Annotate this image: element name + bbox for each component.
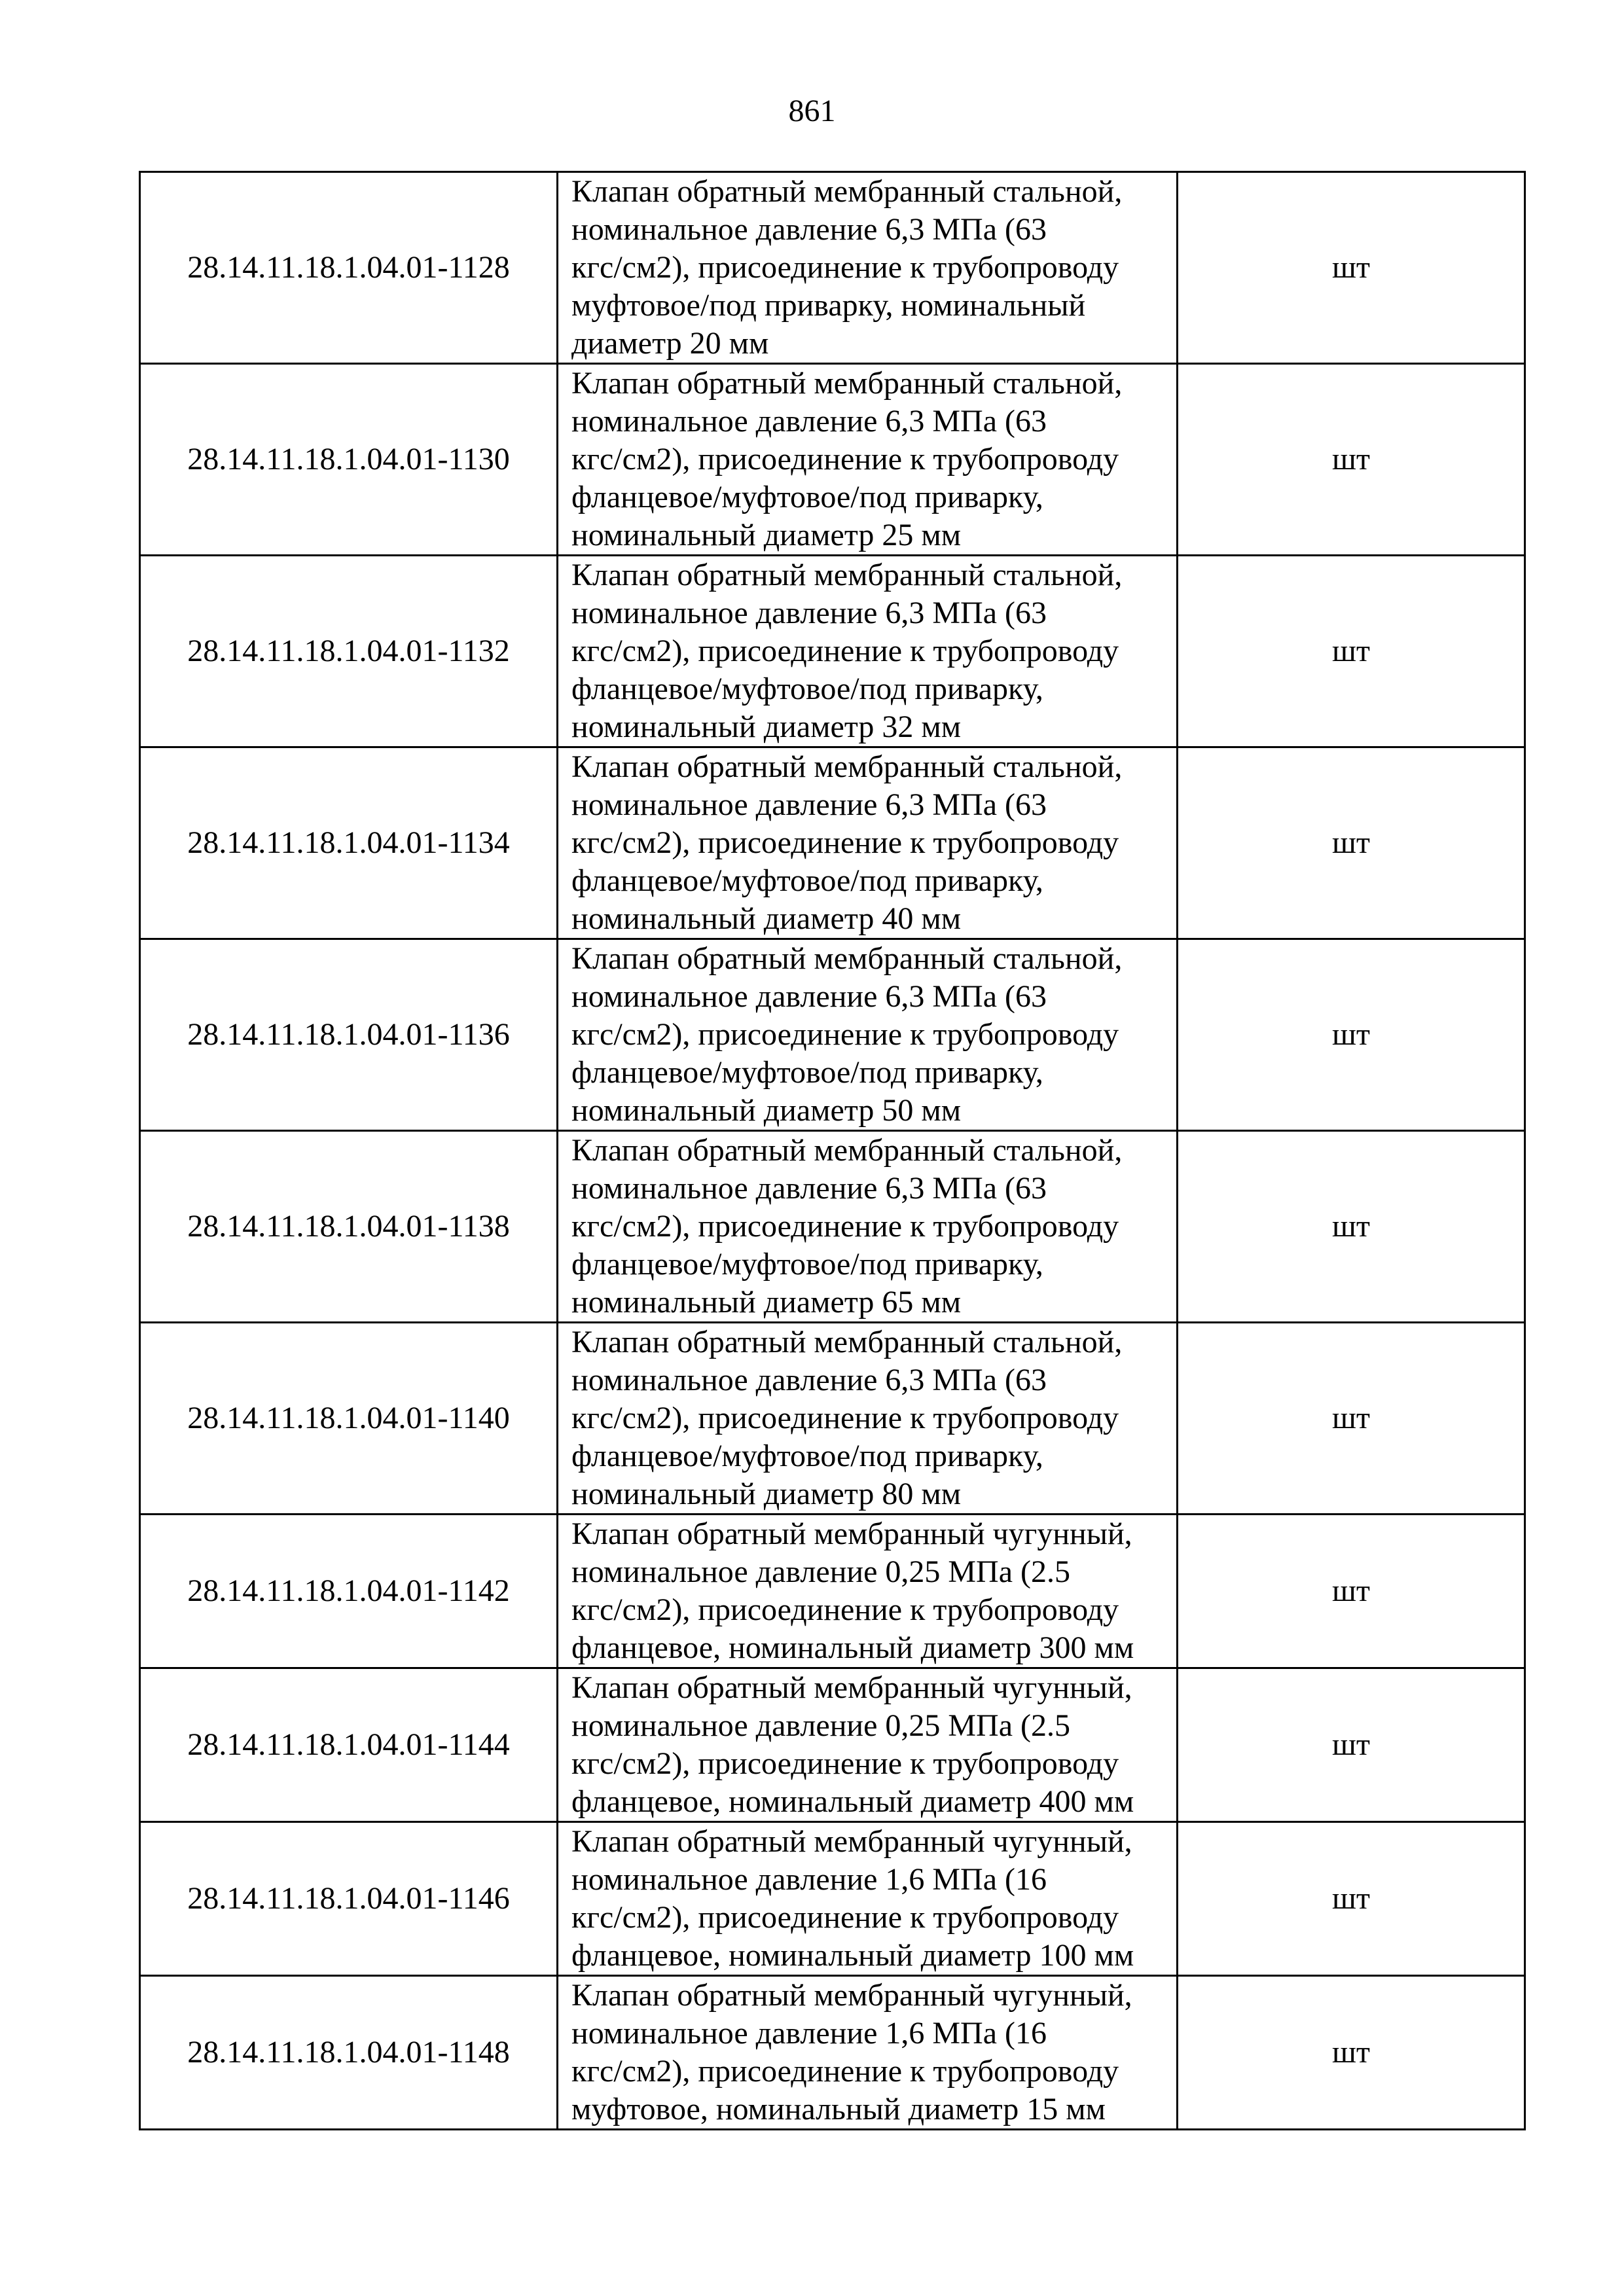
table-row (140, 1131, 1525, 1323)
description-line: кгс/см2), присоединение к трубопроводу (571, 1746, 1119, 1781)
table-row (140, 747, 1525, 939)
description-line: диаметр 20 мм (571, 326, 769, 361)
description-line: номинальное давление 1,6 МПа (16 (571, 1862, 1047, 1897)
table-row (140, 1822, 1525, 1976)
description-line: кгс/см2), присоединение к трубопроводу (571, 825, 1119, 860)
code-cell: 28.14.11.18.1.04.01-1138 (140, 1131, 558, 1323)
description-line: фланцевое/муфтовое/под приварку, (571, 480, 1043, 514)
description-line: Клапан обратный мембранный чугунный, (571, 1978, 1132, 2013)
description-line: фланцевое, номинальный диаметр 100 мм (571, 1938, 1134, 1973)
unit-cell: шт (1178, 1131, 1525, 1323)
code-cell: 28.14.11.18.1.04.01-1148 (140, 1976, 558, 2130)
description-line: муфтовое, номинальный диаметр 15 мм (571, 2092, 1106, 2126)
description-line: номинальное давление 6,3 МПа (63 (571, 404, 1047, 439)
code-cell: 28.14.11.18.1.04.01-1130 (140, 364, 558, 556)
table-row (140, 1976, 1525, 2130)
description-line: Клапан обратный мембранный стальной, (571, 558, 1123, 592)
description-line: кгс/см2), присоединение к трубопроводу (571, 250, 1119, 285)
table-row (140, 1323, 1525, 1515)
specification-table (139, 171, 1526, 2130)
table-row (140, 556, 1525, 747)
page-number: 861 (788, 94, 836, 128)
description-line: фланцевое/муфтовое/под приварку, (571, 1055, 1043, 1090)
table-row (140, 1515, 1525, 1668)
description-cell (558, 1131, 1178, 1323)
description-cell (558, 747, 1178, 939)
description-line: фланцевое/муфтовое/под приварку, (571, 1247, 1043, 1282)
description-line: кгс/см2), присоединение к трубопроводу (571, 634, 1119, 668)
description-line: номинальный диаметр 32 мм (571, 709, 962, 744)
code-cell: 28.14.11.18.1.04.01-1128 (140, 172, 558, 364)
description-line: номинальное давление 1,6 МПа (16 (571, 2016, 1047, 2051)
description-line: номинальный диаметр 50 мм (571, 1093, 962, 1128)
description-line: кгс/см2), присоединение к трубопроводу (571, 1900, 1119, 1935)
description-line: фланцевое, номинальный диаметр 400 мм (571, 1784, 1134, 1819)
unit-cell: шт (1178, 939, 1525, 1131)
description-line: кгс/см2), присоединение к трубопроводу (571, 1401, 1119, 1435)
code-cell: 28.14.11.18.1.04.01-1144 (140, 1668, 558, 1822)
description-line: Клапан обратный мембранный чугунный, (571, 1824, 1132, 1859)
description-cell (558, 1668, 1178, 1822)
table-body (140, 172, 1525, 2130)
code-cell: 28.14.11.18.1.04.01-1142 (140, 1515, 558, 1668)
unit-cell: шт (1178, 1323, 1525, 1515)
description-line: номинальное давление 0,25 МПа (2.5 (571, 1554, 1070, 1589)
description-line: Клапан обратный мембранный чугунный, (571, 1670, 1132, 1705)
description-line: кгс/см2), присоединение к трубопроводу (571, 1209, 1119, 1244)
description-cell (558, 1323, 1178, 1515)
description-line: Клапан обратный мембранный чугунный, (571, 1516, 1132, 1551)
description-line: номинальный диаметр 25 мм (571, 518, 962, 552)
description-cell (558, 556, 1178, 747)
description-line: номинальное давление 0,25 МПа (2.5 (571, 1708, 1070, 1743)
description-line: Клапан обратный мембранный стальной, (571, 1325, 1123, 1359)
description-line: фланцевое/муфтовое/под приварку, (571, 863, 1043, 898)
description-line: муфтовое/под приварку, номинальный (571, 288, 1086, 323)
code-cell: 28.14.11.18.1.04.01-1132 (140, 556, 558, 747)
description-line: фланцевое, номинальный диаметр 300 мм (571, 1630, 1134, 1665)
code-cell: 28.14.11.18.1.04.01-1134 (140, 747, 558, 939)
description-line: Клапан обратный мембранный стальной, (571, 174, 1123, 209)
description-cell (558, 172, 1178, 364)
description-cell (558, 1822, 1178, 1976)
description-line: номинальное давление 6,3 МПа (63 (571, 979, 1047, 1014)
description-line: кгс/см2), присоединение к трубопроводу (571, 2054, 1119, 2089)
unit-cell: шт (1178, 364, 1525, 556)
description-line: Клапан обратный мембранный стальной, (571, 749, 1123, 784)
description-line: номинальное давление 6,3 МПа (63 (571, 1171, 1047, 1206)
table-row (140, 939, 1525, 1131)
code-cell: 28.14.11.18.1.04.01-1136 (140, 939, 558, 1131)
description-line: номинальный диаметр 65 мм (571, 1285, 962, 1319)
unit-cell: шт (1178, 556, 1525, 747)
unit-cell: шт (1178, 172, 1525, 364)
description-cell (558, 1976, 1178, 2130)
table-row (140, 364, 1525, 556)
description-line: кгс/см2), присоединение к трубопроводу (571, 1017, 1119, 1052)
code-cell: 28.14.11.18.1.04.01-1146 (140, 1822, 558, 1976)
description-cell (558, 364, 1178, 556)
description-line: кгс/см2), присоединение к трубопроводу (571, 442, 1119, 476)
description-cell (558, 939, 1178, 1131)
description-line: номинальное давление 6,3 МПа (63 (571, 787, 1047, 822)
description-line: Клапан обратный мембранный стальной, (571, 941, 1123, 976)
description-line: номинальное давление 6,3 МПа (63 (571, 1363, 1047, 1397)
unit-cell: шт (1178, 1822, 1525, 1976)
description-line: номинальное давление 6,3 МПа (63 (571, 596, 1047, 630)
description-cell (558, 1515, 1178, 1668)
table-row (140, 1668, 1525, 1822)
unit-cell: шт (1178, 1515, 1525, 1668)
description-line: номинальный диаметр 80 мм (571, 1477, 962, 1511)
description-line: кгс/см2), присоединение к трубопроводу (571, 1592, 1119, 1627)
code-cell: 28.14.11.18.1.04.01-1140 (140, 1323, 558, 1515)
unit-cell: шт (1178, 747, 1525, 939)
unit-cell: шт (1178, 1976, 1525, 2130)
description-line: фланцевое/муфтовое/под приварку, (571, 672, 1043, 706)
unit-cell: шт (1178, 1668, 1525, 1822)
description-line: фланцевое/муфтовое/под приварку, (571, 1439, 1043, 1473)
description-line: Клапан обратный мембранный стальной, (571, 1133, 1123, 1168)
table-row (140, 172, 1525, 364)
description-line: Клапан обратный мембранный стальной, (571, 366, 1123, 401)
description-line: номинальный диаметр 40 мм (571, 901, 962, 936)
description-line: номинальное давление 6,3 МПа (63 (571, 212, 1047, 247)
